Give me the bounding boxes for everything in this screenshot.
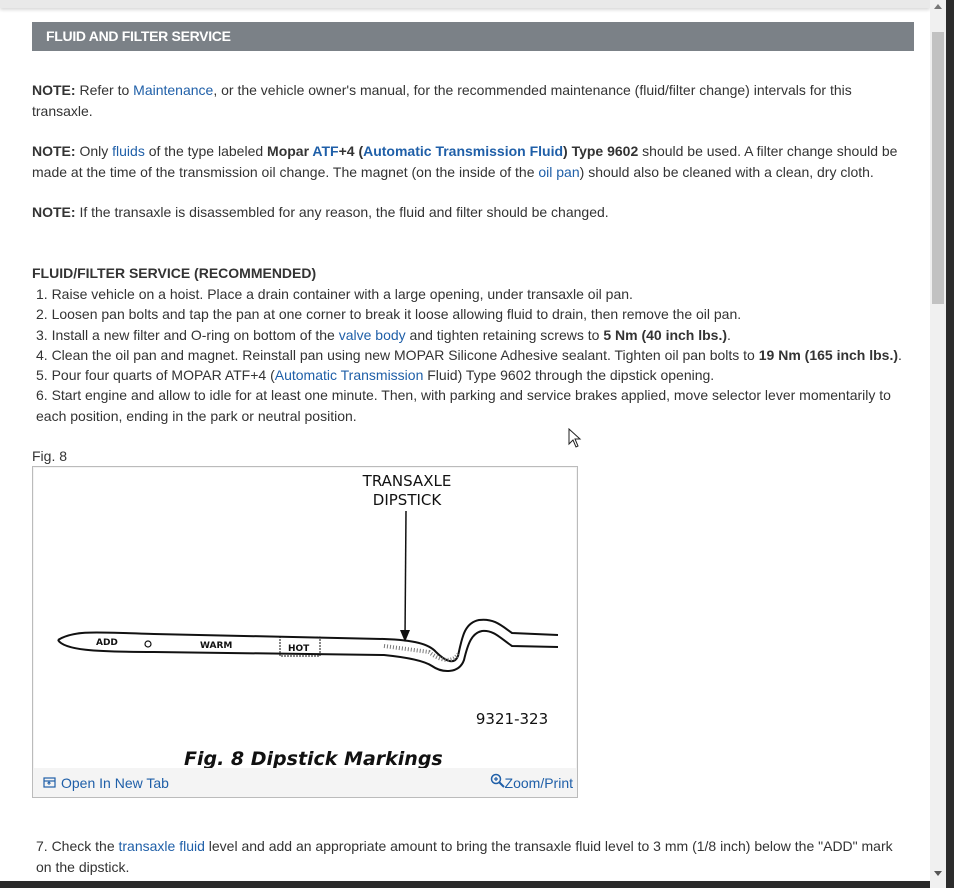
callout-label-line2: DIPSTICK (372, 491, 442, 509)
note-text: Refer to (75, 82, 134, 98)
note-fluid-type (32, 141, 902, 183)
note-disassembled (32, 202, 902, 223)
scroll-up-icon[interactable] (934, 4, 942, 9)
dipstick-texture (384, 646, 458, 660)
callout-leader-line (405, 511, 406, 638)
note-text: of the type labeled (144, 143, 268, 159)
note-text: Only (75, 143, 113, 159)
mark-hot: HOT (288, 644, 310, 654)
part-number: 9321-323 (475, 710, 549, 728)
window-bottom-edge (0, 881, 930, 888)
step-1: 1. Raise vehicle on a hoist. Place a drain container with a large opening, under transaxle oil pan. (36, 286, 633, 302)
step-text: 7. Check the (36, 838, 119, 854)
step-3 (32, 325, 902, 345)
maintenance-link[interactable]: Maintenance (133, 82, 214, 98)
step-text: . (898, 346, 902, 363)
note-text: If the transaxle is disassembled for any reason, the fluid and filter should be changed. (75, 204, 609, 220)
step-text: 3. Install a new filter and O-ring on bottom of the (36, 326, 339, 343)
note-label: NOTE: (32, 82, 76, 98)
callout-label-line1: TRANSAXLE (362, 472, 452, 490)
note-maintenance (32, 80, 902, 122)
step-6: 6. Start engine and allow to idle for at least one minute. Then, with parking and service brakes applied, move selector lever momentarily to each position, ending in the park or neutral position. (36, 387, 891, 424)
zoom-print-link[interactable] (490, 773, 573, 791)
dipstick-illustration (34, 468, 576, 768)
service-heading: FLUID/FILTER SERVICE (RECOMMENDED) (32, 265, 317, 281)
atf-link[interactable]: ATF (312, 143, 339, 159)
step-text: Fluid) Type 9602 through the dipstick opening. (423, 367, 715, 384)
bold-text: +4 ( (338, 143, 364, 159)
steps-list (32, 284, 902, 426)
top-toolbar-edge (0, 0, 930, 8)
automatic-transmission-link[interactable]: Automatic Transmission (274, 367, 424, 384)
note-text: should be used. A filter change should be made at the time of the transmission oil change. The magnet (on the inside of the (32, 143, 898, 180)
figure-box (32, 466, 578, 798)
step-text: level and add an appropriate amount to bring the transaxle fluid level to 3 mm (1/8 inch) below the "ADD" mark on the dipstick. (36, 838, 893, 875)
zoom-in-icon (490, 773, 505, 788)
torque-value: 5 Nm (40 inch lbs.) (603, 326, 728, 343)
step-text: . (727, 326, 731, 343)
mark-warm: WARM (200, 641, 233, 651)
figure-caption: Fig. 8 Dipstick Markings (184, 748, 443, 768)
fluids-link[interactable]: fluids (112, 143, 145, 159)
valve-body-link[interactable]: valve body (338, 326, 406, 343)
bold-text: ) Type 9602 (563, 143, 639, 159)
content-area (32, 22, 914, 51)
zoom-print-label: Zoom/Print (504, 775, 573, 791)
step-7 (32, 836, 902, 877)
window-frame (946, 0, 954, 888)
note-text: ) should also be cleaned with a clean, dry cloth. (579, 164, 874, 180)
step-text: 5. Pour four quarts of MOPAR ATF+4 ( (36, 367, 275, 384)
transaxle-fluid-link[interactable]: transaxle fluid (118, 838, 205, 854)
scrollbar-thumb[interactable] (932, 32, 944, 304)
section-header: FLUID AND FILTER SERVICE (32, 22, 914, 51)
mark-hole (145, 641, 151, 647)
vertical-scrollbar[interactable] (930, 0, 946, 888)
step-4 (32, 345, 902, 365)
oil-pan-link[interactable]: oil pan (538, 164, 580, 180)
atf-full-link[interactable]: Automatic Transmission Fluid (363, 143, 564, 159)
note-label: NOTE: (32, 143, 76, 159)
step-2: 2. Loosen pan bolts and tap the pan at one corner to break it loose allowing fluid to drain, then remove the oil pan. (36, 306, 742, 323)
note-label: NOTE: (32, 204, 76, 220)
note-text: , or the vehicle owner's manual, for the recommended maintenance (fluid/filter change) intervals for this transaxle. (32, 82, 852, 119)
open-new-tab-link[interactable] (43, 775, 169, 791)
figure-label: Fig. 8 (32, 448, 68, 464)
step-5 (32, 365, 902, 385)
step-text: and tighten retaining screws to (405, 326, 604, 343)
step-text: 4. Clean the oil pan and magnet. Reinstall pan using new MOPAR Silicone Adhesive sealant. Tighten oil pan bolts to (36, 346, 759, 363)
open-new-tab-label: Open In New Tab (61, 775, 169, 791)
dipstick-diagram (34, 468, 576, 768)
scroll-down-icon[interactable] (934, 871, 942, 876)
open-new-tab-icon (43, 777, 57, 789)
bold-text: Mopar (267, 143, 313, 159)
torque-value: 19 Nm (165 inch lbs.) (758, 346, 899, 363)
mouse-cursor-icon (568, 428, 582, 448)
mark-add: ADD (96, 638, 118, 648)
